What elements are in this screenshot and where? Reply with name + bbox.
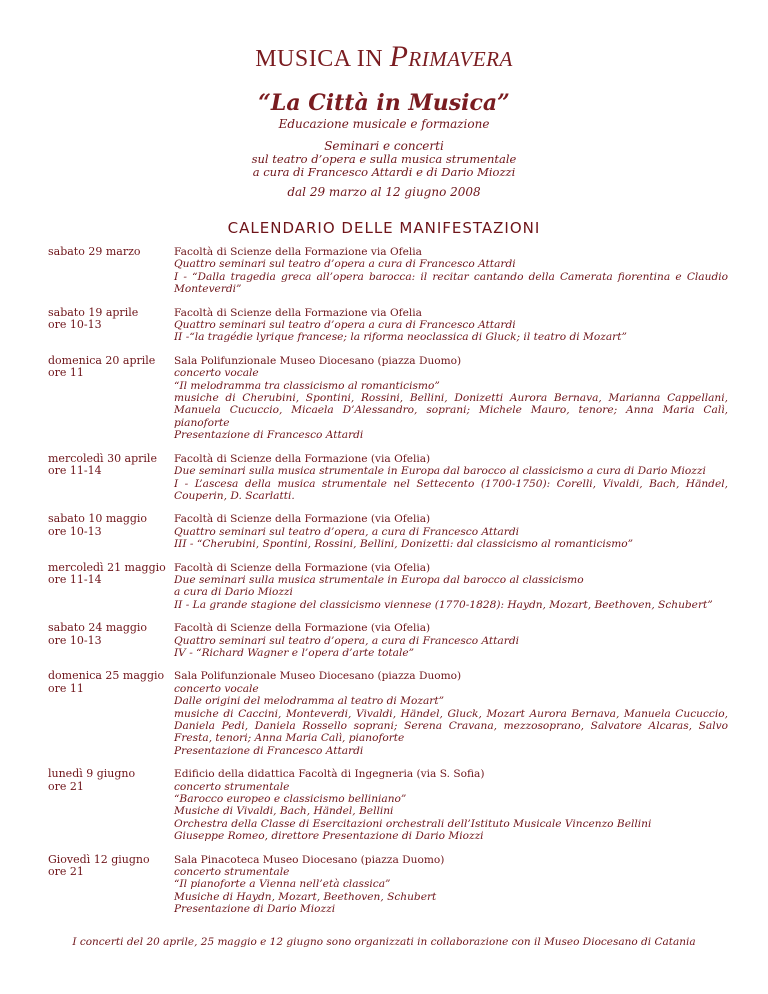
event-row [48, 453, 728, 503]
event-detail-line: “Barocco europeo e classicismo belliniano” [174, 793, 407, 806]
event-detail-line: concerto strumentale [174, 780, 290, 793]
event-time: ore 11-14 [48, 464, 102, 478]
event-location: Facoltà di Scienze della Formazione (via Ofelia) [174, 513, 431, 526]
event-time: ore 11 [48, 366, 84, 380]
event-detail-line: Orchestra della Classe di Esercitazioni orchestrali dell’Istituto Musicale Vincenzo Bellini [174, 817, 652, 830]
event-row [48, 355, 728, 442]
event-details [174, 670, 728, 757]
event-location: Sala Polifunzionale Museo Diocesano (piazza Duomo) [174, 354, 462, 367]
event-time: ore 11 [48, 681, 84, 695]
date-range: dal 29 marzo al 12 giugno 2008 [287, 185, 481, 199]
event-date: mercoledì 30 aprile [48, 451, 157, 465]
event-when [48, 670, 174, 757]
event-detail-line: III - “Cherubini, Spontini, Rossini, Bellini, Donizetti: dal classicismo al romanticismo” [174, 538, 634, 551]
event-when [48, 307, 174, 344]
event-when [48, 562, 174, 612]
event-when [48, 453, 174, 503]
event-detail-line: Presentazione di Dario Miozzi [174, 903, 336, 916]
event-when [48, 622, 174, 659]
event-row [48, 622, 728, 659]
footer-note: I concerti del 20 aprile, 25 maggio e 12 giugno sono organizzati in collaborazione con il Museo Diocesano di Catania [72, 936, 696, 948]
event-location: Facoltà di Scienze della Formazione (via Ofelia) [174, 622, 431, 635]
event-time: ore 21 [48, 865, 84, 879]
event-time: ore 10-13 [48, 633, 102, 647]
event-location: Facoltà di Scienze della Formazione via Ofelia [174, 246, 422, 258]
event-row [48, 854, 728, 916]
event-location: Edificio della didattica Facoltà di Ingegneria (via S. Sofia) [174, 768, 485, 781]
event-detail-line: Presentazione di Francesco Attardi [174, 429, 364, 442]
logo-initial-p: P [389, 40, 409, 73]
event-time: ore 11-14 [48, 572, 102, 586]
event-details [174, 453, 728, 503]
event-detail-line: Due seminari sulla musica strumentale in Europa dal barocco al classicismo a cura di Dario Miozzi [174, 465, 706, 478]
event-detail-line: Dalle origini del melodramma al teatro di Mozart” [174, 695, 445, 708]
event-date: lunedì 9 giugno [48, 767, 136, 781]
event-detail-line: II -“la tragédie lyrique francese; la riforma neoclassica di Gluck; il teatro di Mozart” [174, 331, 627, 344]
event-location: Facoltà di Scienze della Formazione (via Ofelia) [174, 452, 431, 465]
page-title: “La Città in Musica” [258, 90, 510, 116]
event-detail-line: Quattro seminari sul teatro d’opera a cura di Francesco Attardi [174, 319, 516, 332]
event-date: sabato 19 aprile [48, 305, 139, 319]
event-row [48, 246, 728, 296]
event-location: Facoltà di Scienze della Formazione (via Ofelia) [174, 561, 431, 574]
event-details [174, 854, 728, 916]
event-detail-line: musiche di Caccini, Monteverdi, Vivaldi, Händel, Gluck, Mozart Aurora Bernava, Manuela Cucuccio, Daniela Pedi, Daniela Rossello soprani; Serena Cravana, mezzosoprano, Salvatore Alcaras, Salvo Fresta, tenori; Anna Maria Calì, pianoforte [174, 707, 728, 745]
logo-musica-in: USICA IN [277, 46, 390, 72]
event-location: Facoltà di Scienze della Formazione via Ofelia [174, 306, 422, 319]
event-details [174, 307, 728, 344]
event-detail-line: IV - “Richard Wagner e l’opera d’arte totale” [174, 646, 415, 659]
logo [0, 40, 768, 74]
event-details [174, 513, 728, 550]
event-details [174, 246, 728, 296]
event-date: domenica 20 aprile [48, 353, 156, 367]
event-detail-line: Giuseppe Romeo, direttore Presentazione di Dario Miozzi [174, 830, 484, 843]
event-row [48, 768, 728, 842]
event-date: mercoledì 21 maggio [48, 560, 166, 574]
event-detail-line: concerto vocale [174, 682, 259, 695]
event-details [174, 768, 728, 842]
logo-rimavera: RIMAVERA [408, 47, 513, 71]
event-when [48, 355, 174, 442]
event-when [48, 854, 174, 916]
event-time: ore 10-13 [48, 318, 102, 332]
topic-line: sul teatro d’opera e sulla musica strumentale [251, 152, 517, 166]
event-row [48, 562, 728, 612]
event-location: Sala Polifunzionale Museo Diocesano (piazza Duomo) [174, 670, 462, 683]
events-list [48, 246, 728, 927]
event-detail-line: musiche di Cherubini, Spontini, Rossini, Bellini, Donizetti Aurora Bernava, Marianna Cappellani, Manuela Cucuccio, Micaela D’Alessandro, soprani; Michele Mauro, tenore; Anna Maria Calì, pianoforte [174, 392, 728, 429]
event-when [48, 246, 174, 296]
event-date: sabato 29 marzo [48, 245, 141, 258]
event-row [48, 307, 728, 344]
event-detail-line: “Il pianoforte a Vienna nell’età classica” [174, 878, 391, 891]
event-detail-line: Quattro seminari sul teatro d’opera, a cura di Francesco Attardi [174, 525, 519, 538]
curators-line: a cura di Francesco Attardi e di Dario Miozzi [252, 165, 516, 179]
event-detail-line: concerto strumentale [174, 866, 290, 879]
seminari-heading: Seminari e concerti [324, 139, 444, 153]
calendar-title: CALENDARIO DELLE MANIFESTAZIONI [227, 219, 541, 237]
event-row [48, 670, 728, 757]
event-detail-line: II - La grande stagione del classicismo viennese (1770-1828): Haydn, Mozart, Beethoven, Schubert” [174, 598, 713, 611]
event-detail-line: Quattro seminari sul teatro d’opera a cura di Francesco Attardi [174, 258, 516, 271]
event-date: Giovedì 12 giugno [48, 852, 150, 866]
event-when [48, 768, 174, 842]
event-detail-line: Presentazione di Francesco Attardi [174, 744, 364, 757]
event-detail-line: a cura di Dario Miozzi [174, 586, 293, 599]
event-detail-line: Musiche di Vivaldi, Bach, Händel, Bellini [174, 805, 394, 818]
event-details [174, 622, 728, 659]
event-row [48, 513, 728, 550]
event-detail-line: Due seminari sulla musica strumentale in Europa dal barocco al classicismo [174, 573, 584, 586]
event-details [174, 355, 728, 442]
event-detail-line: I - “Dalla tragedia greca all’opera barocca: il recitar cantando della Camerata fiorentina e Claudio Monteverdi” [174, 270, 728, 296]
logo-initial-m: M [255, 46, 278, 72]
event-detail-line: “Il melodramma tra classicismo al romanticismo” [174, 379, 440, 392]
event-details [174, 562, 728, 612]
subtitle: Educazione musicale e formazione [278, 117, 490, 131]
event-location: Sala Pinacoteca Museo Diocesano (piazza Duomo) [174, 853, 445, 866]
event-time: ore 10-13 [48, 524, 102, 538]
event-detail-line: I - L’ascesa della musica strumentale nel Settecento (1700-1750): Corelli, Vivaldi, Bach, Händel, Couperin, D. Scarlatti. [174, 477, 728, 502]
event-detail-line: concerto vocale [174, 367, 259, 380]
event-time: ore 21 [48, 779, 84, 793]
event-date: sabato 24 maggio [48, 621, 148, 635]
event-date: sabato 10 maggio [48, 512, 148, 526]
event-detail-line: Quattro seminari sul teatro d’opera, a cura di Francesco Attardi [174, 634, 519, 647]
event-when [48, 513, 174, 550]
event-date: domenica 25 maggio [48, 669, 165, 683]
event-detail-line: Musiche di Haydn, Mozart, Beethoven, Schubert [174, 890, 437, 903]
